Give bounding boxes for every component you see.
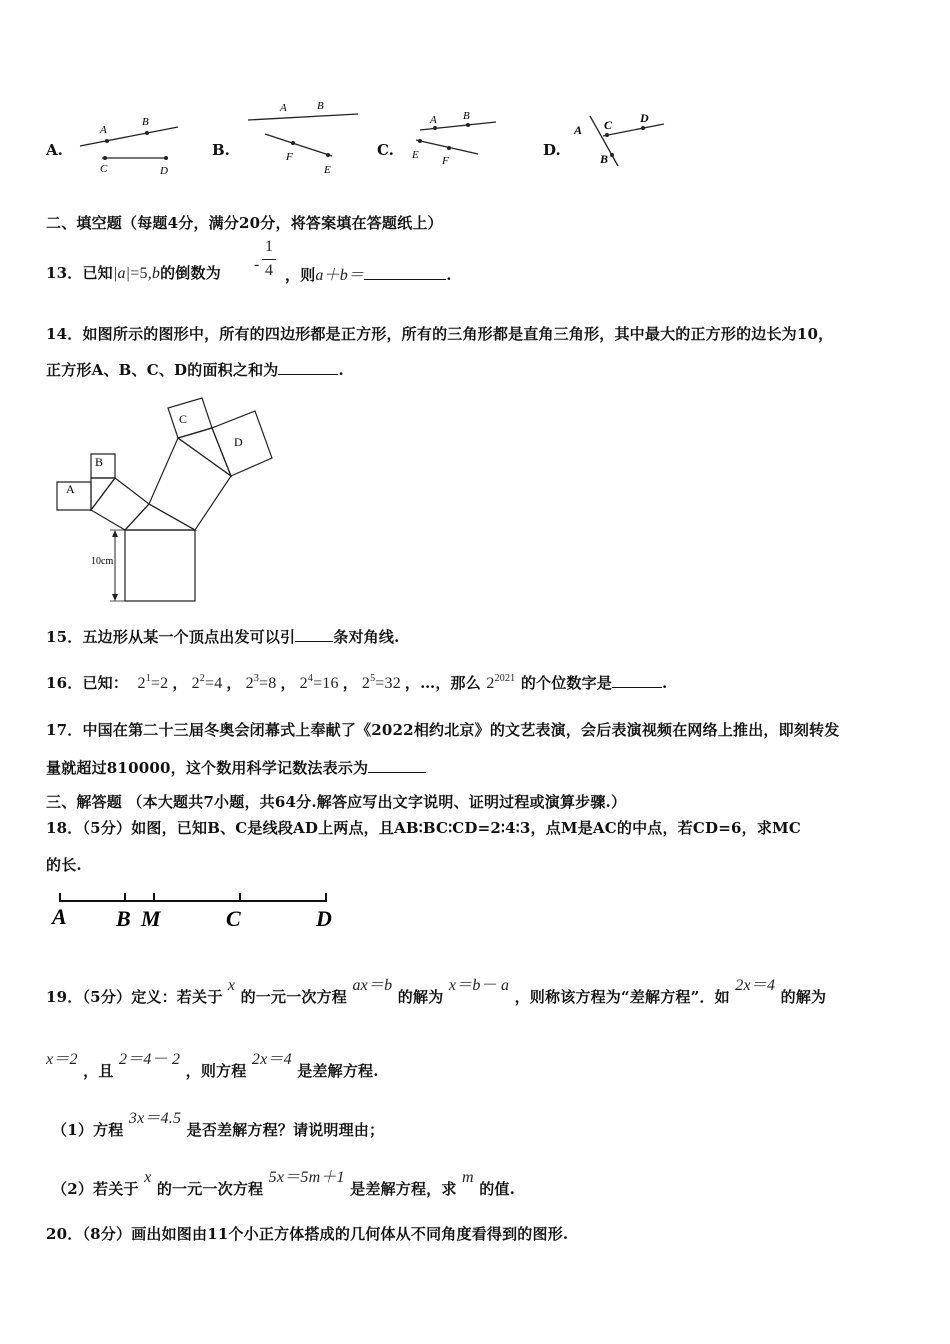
option-c-label: C. <box>377 141 394 159</box>
section2-title: 二、填空题（每题4分，满分20分，将答案填在答题纸上） <box>46 214 443 232</box>
q18-line2: 的长. <box>46 856 82 874</box>
opt-d-pt-b: B <box>600 152 609 166</box>
q16 <box>46 672 667 693</box>
q16-power-value: =16 <box>313 675 339 692</box>
q19-s1-suffix: 是否差解方程？请说明理由； <box>186 1121 385 1139</box>
q18-label-m: M <box>141 906 161 931</box>
q19-p1: 19．（5分）定义：若关于 <box>46 988 223 1006</box>
q19-line2 <box>46 1051 379 1081</box>
q16-separator: ， <box>280 674 296 692</box>
q13-mid: 的倒数为 <box>160 264 221 282</box>
opt-c-pt-a: A <box>430 114 437 126</box>
q14-line2 <box>46 359 344 380</box>
q19-eq3: 2x＝4 <box>735 977 776 994</box>
q18-segment-figure <box>50 884 350 934</box>
q16-big-exp: 2021 <box>494 673 516 684</box>
q13-abs: |a| <box>112 265 131 282</box>
q13-b-var: b <box>151 265 161 282</box>
opt-d-pt-c: C <box>604 118 613 132</box>
opt-d-pt-a: A <box>574 123 583 137</box>
q16-power-item <box>300 675 339 692</box>
opt-c-pt-b: B <box>463 110 470 122</box>
q13-fraction-bar <box>262 259 276 260</box>
q19-p5: 的解为 <box>780 988 827 1006</box>
q14-fig-dimension: 10cm <box>91 556 114 567</box>
q18-label-b: B <box>116 906 131 931</box>
q20: 20．（8分）画出如图由11个小正方体搭成的几何体从不同角度看得到的图形. <box>46 1225 569 1243</box>
q14-fig-label-d: D <box>234 435 243 449</box>
q16-big-base: 2 <box>486 675 495 692</box>
q16-power-exp: 5 <box>370 673 376 684</box>
q19-eq6: 2x＝4 <box>251 1051 292 1068</box>
q13-prefix: 13．已知 <box>46 264 113 282</box>
q16-end: . <box>662 674 668 692</box>
q19-p3: 的解为 <box>397 988 444 1006</box>
q16-power-base: 2 <box>137 675 146 692</box>
q16-suffix: 的个位数字是 <box>520 674 613 692</box>
q16-power-base: 2 <box>191 675 200 692</box>
option-b-figure <box>240 98 370 178</box>
q16-separator: ， <box>342 674 358 692</box>
q14-fig-label-c: C <box>179 412 188 426</box>
q15-answer-blank[interactable] <box>295 627 333 642</box>
q18-label-c: C <box>226 906 241 931</box>
q19-p4: ，则称该方程为“差解方程”．如 <box>514 988 730 1006</box>
opt-a-pt-b: B <box>142 116 149 128</box>
q16-power-value: =8 <box>259 675 277 692</box>
option-b-label: B. <box>212 141 230 159</box>
q13-eq: =5, <box>130 265 152 282</box>
option-c-figure <box>400 104 510 174</box>
opt-b-pt-e: E <box>324 164 331 176</box>
q19-eq1: ax＝b <box>352 977 393 994</box>
q13-den: 4 <box>265 262 273 279</box>
opt-c-pt-f: F <box>442 155 449 167</box>
opt-d-pt-d: D <box>640 111 649 125</box>
opt-b-pt-b: B <box>317 100 324 112</box>
q13-end: . <box>446 266 452 284</box>
q18-line1: 18．（5分）如图，已知B、C是线段AD上两点，且AB∶BC∶CD=2∶4∶3，点M是AC的中点，若CD=6，求MC <box>46 819 802 837</box>
q17-line2 <box>46 757 426 778</box>
q19-p2: 的一元一次方程 <box>240 988 348 1006</box>
q18-label-d: D <box>316 906 332 931</box>
q19-eq2: x＝b－ a <box>448 977 510 994</box>
q14-fig-label-a: A <box>66 482 75 496</box>
q19-s2-x: x <box>144 1169 152 1186</box>
q16-power-item <box>362 675 401 692</box>
q19-s2-m: m <box>462 1169 474 1186</box>
q19-s2-eq: 5x＝5m＋1 <box>268 1169 345 1186</box>
opt-b-pt-f: F <box>286 151 293 163</box>
q19-sub1 <box>52 1110 385 1140</box>
opt-a-pt-d: D <box>160 165 168 177</box>
option-d-figure <box>568 106 678 170</box>
q13-tail <box>285 262 452 285</box>
q16-power-exp: 3 <box>253 673 260 684</box>
q19-x: x <box>227 977 236 994</box>
q14-figure <box>50 396 290 608</box>
q17-answer-blank[interactable] <box>368 758 426 773</box>
q16-power-value: =32 <box>375 675 401 692</box>
q14-line1: 14．如图所示的图形中，所有的四边形都是正方形，所有的三角形都是直角三角形，其中最大的正方形的边长为10， <box>46 325 834 343</box>
q13-then: ，则 <box>285 266 316 284</box>
q14-end: . <box>338 361 344 379</box>
q19-p7: ，则方程 <box>185 1062 247 1080</box>
q16-separator: ， <box>226 674 242 692</box>
q17-line2-text: 量就超过810000，这个数用科学记数法表示为 <box>46 759 369 777</box>
q16-power-item <box>192 675 223 692</box>
q16-power-item <box>246 675 277 692</box>
q19-s2-prefix: （2）若关于 <box>52 1180 139 1198</box>
opt-c-pt-e: E <box>412 149 419 161</box>
q16-answer-blank[interactable] <box>612 673 662 688</box>
q16-powers <box>134 674 405 692</box>
q15-suffix: 条对角线. <box>333 628 400 646</box>
q15-prefix: 15．五边形从某一个顶点出发可以引 <box>46 628 296 646</box>
q16-power-base: 2 <box>299 675 308 692</box>
opt-b-pt-a: A <box>280 102 287 114</box>
q17-line1: 17．中国在第二十三届冬奥会闭幕式上奉献了《2022相约北京》的文艺表演，会后表演视频在网络上推出，即刻转发 <box>46 721 840 739</box>
opt-a-pt-c: C <box>100 163 108 175</box>
opt-a-pt-a: A <box>100 124 107 136</box>
q13-answer-blank[interactable] <box>364 265 446 280</box>
q19-s1-eq: 3x＝4.5 <box>128 1110 182 1127</box>
q19-sub2 <box>52 1169 516 1199</box>
q16-big-power <box>486 675 515 692</box>
q13-num: 1 <box>265 238 273 255</box>
q16-power-exp: 1 <box>145 673 151 684</box>
q19-line1 <box>46 977 827 1007</box>
q16-power-exp: 4 <box>307 673 314 684</box>
q19-s2-mid: 的一元一次方程 <box>156 1180 264 1198</box>
q19-p6: ，且 <box>83 1062 114 1080</box>
section3-title: 三、解答题 （本大题共7小题，共64分.解答应写出文字说明、证明过程或演算步骤.） <box>46 793 627 811</box>
q19-s2-suffix: 是差解方程，求 <box>350 1180 457 1198</box>
q13 <box>46 262 221 283</box>
option-d-label: D. <box>543 141 561 159</box>
q16-power-base: 2 <box>245 675 254 692</box>
q19-eq4: x＝2 <box>46 1051 78 1068</box>
q19-eq5: 2＝4－ 2 <box>118 1051 181 1068</box>
q16-separator: ， <box>172 674 188 692</box>
q14-fig-label-b: B <box>95 455 104 469</box>
q19-p8: 是差解方程. <box>297 1062 379 1080</box>
q19-s1-prefix: （1）方程 <box>52 1121 124 1139</box>
q16-dots: ，…，那么 <box>404 674 481 692</box>
q14-answer-blank[interactable] <box>278 360 338 375</box>
q16-power-exp: 2 <box>199 673 205 684</box>
q15 <box>46 626 400 647</box>
q16-power-value: =2 <box>150 675 169 692</box>
q18-label-a: A <box>52 904 67 929</box>
q16-power-base: 2 <box>361 675 371 692</box>
q16-power-item <box>138 675 169 692</box>
q16-power-value: =4 <box>204 675 223 692</box>
q13-expr: a＋b＝ <box>315 267 365 284</box>
q19-s2-end: 的值. <box>479 1180 516 1198</box>
option-a-label: A. <box>46 141 63 159</box>
q14-line2-prefix: 正方形A、B、C、D的面积之和为 <box>46 361 279 379</box>
q16-prefix: 16．已知： <box>46 674 129 692</box>
q13-neg: - <box>254 256 260 273</box>
option-a-figure <box>70 108 190 178</box>
